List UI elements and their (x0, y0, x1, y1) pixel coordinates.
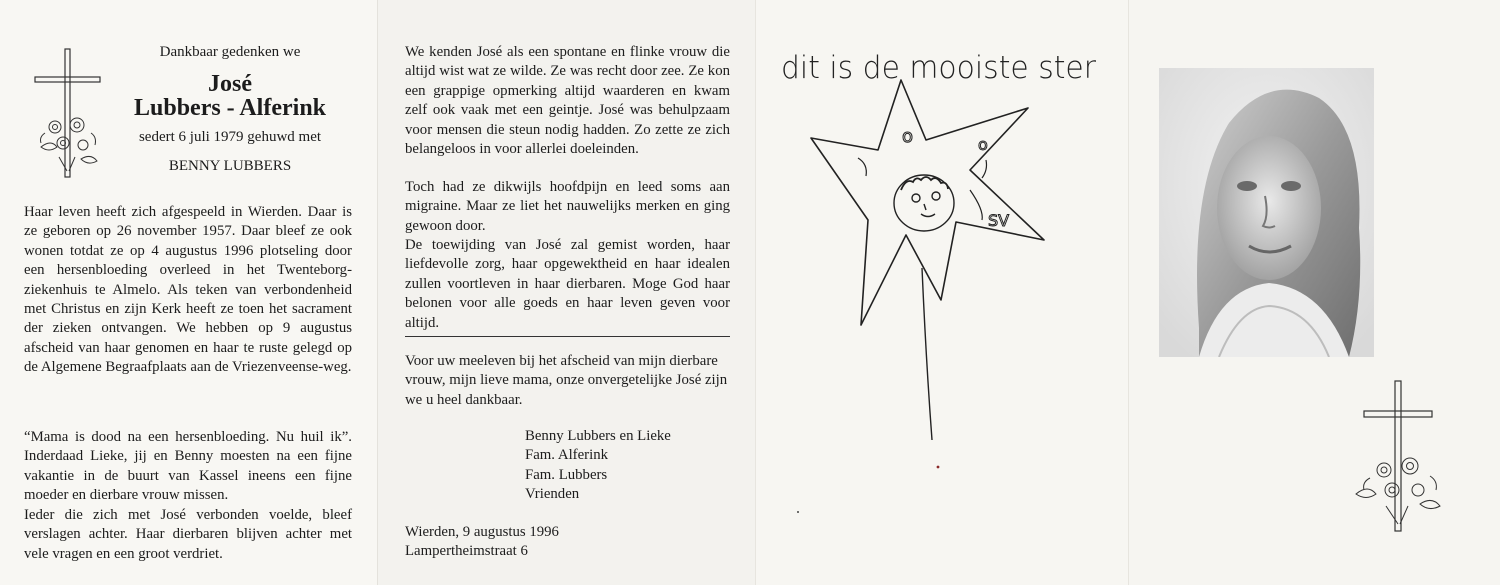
signature-line: Vrienden (525, 486, 580, 503)
husband-name: BENNY LUBBERS (168, 158, 292, 174)
star-drawing-icon (811, 80, 1044, 325)
memorial-text-paragraph-2: Toch had ze dikwijls hoofdpijn en leed soms aan migraine. Maar ze liet het nauwelijks merken en ging gewoon door. (405, 179, 730, 234)
closing-paragraph: Ieder die zich met José verbonden voelde, bleef verslagen achter. Haar dierbaren blijven achter met vele vragen en een groot verdriet. (24, 507, 352, 562)
signatures-list (525, 427, 725, 505)
portrait-photo (1159, 68, 1374, 357)
memorial-text-paragraph: We kenden José als een spontane en flinke vrouw die altijd wist wat ze wilde. Ze was recht door zee. Ze kon een grappige opmerking altijd waarderen en kwam zelf ook vaak met een geintje. José was behulpzaam voor mensen die steun nodig hadden. Zo zette ze zich belangeloos in voor allerlei doeleinden. (405, 44, 730, 158)
star-letter: SV (988, 211, 1010, 230)
star-letter: o (978, 135, 988, 154)
married-line: sedert 6 juli 1979 gehuwd met (138, 129, 322, 145)
signature-line: Fam. Alferink (525, 447, 609, 464)
divider-line (405, 336, 730, 337)
quote-paragraph: “Mama is dood na een hersenbloeding. Nu huil ik”. Inderdaad Lieke, jij en Benny moesten na een fijne vakantie in de buurt van Kassel ineens een fijne moeder en dierbare vrouw missen. (24, 429, 352, 504)
face-drawing-icon (894, 175, 954, 231)
biography-paragraph: Haar leven heeft zich afgespeeld in Wierden. Daar is ze geboren op 26 november 1957. Daar bleef ze ook wonen totdat ze op 4 augustus 1996 plotseling door een hersenbloeding overleed in het Twenteborg-ziekenhuis te Almelo. Als teken van verbondenheid met Christus en zijn Kerk heeft ze toen het sacrament der zieken ontvangen. We hebben op 9 augustus afscheid van haar genomen en haar te ruste gelegd op de Algemene Begraafplaats aan de Vriezenveense-weg. (24, 204, 352, 376)
cross-with-roses-icon (1350, 378, 1445, 535)
address: Lampertheimstraat 6 (405, 543, 528, 559)
signature-line: Fam. Lubbers (525, 466, 608, 483)
star-letter: o (902, 126, 914, 147)
thanks-paragraph: Voor uw meeleven bij het afscheid van mijn dierbare vrouw, mijn lieve mama, onze onvergetelijke José zijn we u heel dankbaar. (405, 353, 728, 408)
child-drawing (756, 0, 1129, 585)
memorial-text-paragraph-3: De toewijding van José zal gemist worden, haar liefdevolle zorg, haar opgewektheid en haar idealen zullen voortleven in haar dierbaren. Moge God haar belonen voor alle goeds en haar leven geven voor altijd. (405, 237, 730, 331)
intro-text: Dankbaar gedenken we (159, 44, 301, 60)
signature-line: Benny Lubbers en Lieke (525, 428, 671, 444)
place-date: Wierden, 9 augustus 1996 (405, 524, 559, 540)
deceased-first-name: José (208, 71, 252, 97)
card-panel-middle-left (377, 0, 755, 585)
card-panel-left (0, 0, 377, 585)
deceased-last-name: Lubbers - Alferink (133, 95, 327, 121)
cross-with-roses-icon (33, 47, 103, 182)
handwritten-caption: dit is de mooiste ster (781, 50, 1097, 86)
card-panel-drawing (755, 0, 1128, 585)
